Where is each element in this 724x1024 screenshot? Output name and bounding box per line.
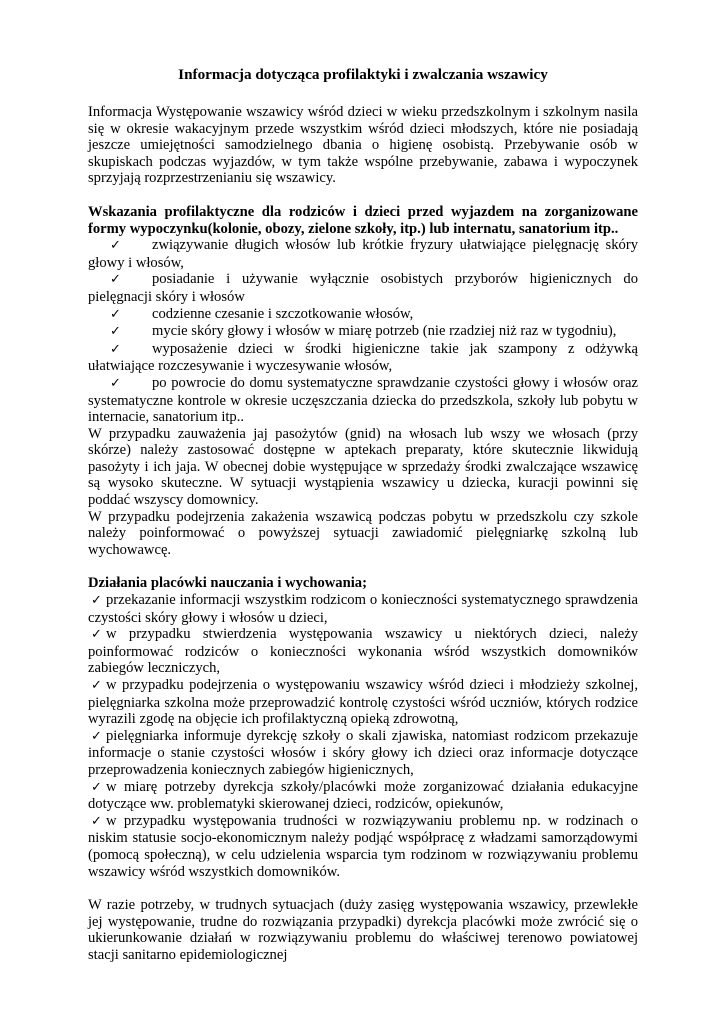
spacer [88, 558, 638, 575]
list-item [88, 592, 638, 626]
intro-paragraph: Informacja Występowanie wszawicy wśród dzieci w wieku przedszkolnym i szkolnym nasila się w okresie wakacyjnym przede wszystkim wśród dzieci młodszych, które nie posiadają jeszcze umiejętności samodzielnego dbania o higienę osobistą. Przebywanie osób w skupiskach podczas wyjazdów, w tym także wspólne przebywanie, zabawa i wypoczynek sprzyjają rozprzestrzenianiu się wszawicy. [88, 104, 638, 187]
list-item-text: po powrocie do domu systematyczne sprawdzanie czystości głowy i włosów oraz systematyczne kontrole w okresie uczęszczania dziecka do przedszkola, szkoły lub pobytu w internacie, sanatorium itp.. [88, 374, 638, 426]
list-item [88, 341, 638, 375]
suspicion-paragraph: W przypadku podejrzenia zakażenia wszawicą podczas pobytu w przedszkolu czy szkole należy poinformować o powyższej sytuacji zawiadomić pielęgniarkę szkolną lub wychowawcę. [88, 508, 638, 558]
list-item-text: posiadanie i używanie wyłącznie osobistych przyborów higienicznych do pielęgnacji skóry i włosów [88, 271, 638, 305]
list-item [88, 306, 638, 324]
list-item-text: codzienne czesanie i szczotkowanie włosów, [152, 305, 414, 322]
document-page [88, 66, 638, 964]
section-heading-preventive-guidelines: Wskazania profilaktyczne dla rodziców i dzieci przed wyjazdem na zorganizowane formy wypoczynku(kolonie, obozy, zielone szkoły, itp.) lub internatu, sanatorium itp.. [88, 203, 638, 237]
list-item-text: w miarę potrzeby dyrekcja szkoły/placówki może zorganizować działania edukacyjne dotyczące ww. problematyki skierowanej dzieci, rodziców, opiekunów, [88, 778, 638, 813]
checkmark-icon: ✓ [91, 779, 102, 795]
checkmark-icon: ✓ [110, 375, 121, 391]
checkmark-icon: ✓ [110, 306, 121, 322]
list-item [88, 677, 638, 728]
list-item-text: w przypadku występowania trudności w rozwiązywaniu problemu np. w rodzinach o niskim statusie socjo-ekonomicznym należy podjąć współpracę z władzami samorządowymi (pomocą społeczną), w celu udzielenia wsparcia tym rodzinom w rozwiązywaniu problemu wszawicy wśród wszystkich domowników. [88, 812, 638, 880]
list-item [88, 375, 638, 426]
checkmark-icon: ✓ [91, 627, 102, 643]
checkmark-icon: ✓ [91, 678, 102, 693]
preventive-checklist [88, 237, 638, 426]
list-item [88, 323, 638, 341]
checkmark-icon: ✓ [91, 728, 102, 744]
list-item-text: w przypadku stwierdzenia występowania wszawicy u niektórych dzieci, należy poinformować rodziców o konieczności wykonania wśród wszystkich domowników zabiegów leczniczych, [88, 626, 638, 677]
closing-paragraph: W razie potrzeby, w trudnych sytuacjach (duży zasięg występowania wszawicy, przewlekłe jej występowanie, trudne do rozwiązania przypadki) dyrekcja placówki może zwrócić się o ukierunkowanie działań w rozwiązywaniu problemu do właściwej terenowo powiatowej stacji sanitarno epidemiologicznej [88, 897, 638, 963]
list-item-text: związywanie długich włosów lub krótkie fryzury ułatwiające pielęgnację skóry głowy i włosów, [88, 237, 638, 271]
list-item [88, 728, 638, 779]
checkmark-icon: ✓ [110, 341, 121, 357]
list-item-text: w przypadku podejrzenia o występowaniu wszawicy wśród dzieci i młodzieży szkolnej, pielęgniarka szkolna może przeprowadzić kontrolę czystości wśród uczniów, których rodzice wyrazili zgodę na objęcie ich profilaktyczną opieką zdrowotną, [88, 677, 638, 728]
document-title: Informacja dotycząca profilaktyki i zwalczania wszawicy [178, 66, 548, 83]
section-heading-institution-actions: Działania placówki nauczania i wychowania; [88, 575, 367, 592]
list-item-text: przekazanie informacji wszystkim rodzicom o konieczności systematycznego sprawdzenia czystości skóry głowy i włosów u dzieci, [88, 592, 638, 626]
checkmark-icon: ✓ [110, 238, 121, 254]
list-item [88, 626, 638, 677]
list-item-text: pielęgniarka informuje dyrekcję szkoły o skali zjawiska, natomiast rodzicom przekazuje informacje o stanie czystości włosów i skóry głowy ich dzieci oraz informacje dotyczące przeprowadzenia koniecznych zabiegów higienicznych, [88, 727, 638, 778]
list-item-text: wyposażenie dzieci w środki higieniczne takie jak szampony z odżywką ułatwiające rozczesywanie i wyczesywanie włosów, [88, 340, 638, 375]
list-item [88, 813, 638, 880]
checkmark-icon: ✓ [91, 813, 102, 829]
checkmark-icon: ✓ [110, 324, 121, 340]
list-item [88, 779, 638, 813]
list-item [88, 237, 638, 271]
list-item [88, 271, 638, 305]
institution-checklist [88, 592, 638, 880]
checkmark-icon: ✓ [110, 272, 121, 288]
checkmark-icon: ✓ [91, 593, 102, 609]
treatment-paragraph: W przypadku zauważenia jaj pasożytów (gnid) na włosach lub wszy we włosach (przy skórze) należy zastosować dostępne w aptekach preparaty, które skutecznie likwidują pasożyty i ich jaja. W obecnej dobie występujące w sprzedaży środki zwalczające wszawicę są wysoko skuteczne. W sytuacji wystąpienia wszawicy u dziecka, kuracji powinni się poddać wszyscy domownicy. [88, 425, 638, 509]
spacer [88, 880, 638, 897]
list-item-text: mycie skóry głowy i włosów w miarę potrzeb (nie rzadziej niż raz w tygodniu), [152, 323, 617, 340]
spacer [88, 187, 638, 204]
